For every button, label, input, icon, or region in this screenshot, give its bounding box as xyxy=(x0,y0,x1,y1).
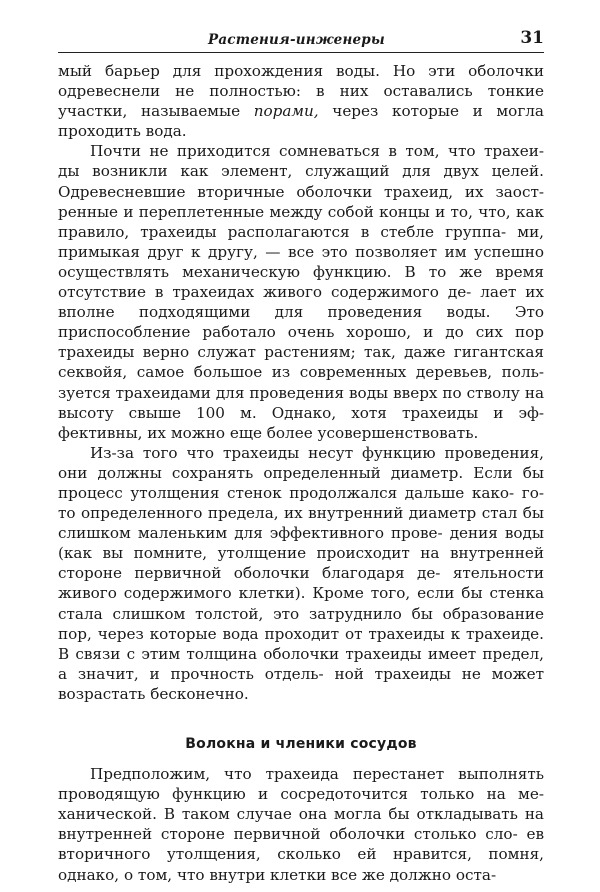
text-line: секвойя, самое большое из современных деревьев, поль- xyxy=(58,363,544,382)
text-line: ев вторичного утолщения, сколько ей нравится, помня, xyxy=(58,825,544,864)
text-line: стал бы слишком маленьким для эффективного прове- xyxy=(58,504,545,543)
running-title: Растения-инженеры xyxy=(208,32,385,48)
text-line: мый барьер для прохождения воды. Но эти оболочки xyxy=(58,62,544,80)
text-line: ханической. В таком случае она могла бы откладывать xyxy=(58,805,518,824)
text-line: как правило, трахеиды располагаются в стебле группа- xyxy=(58,202,544,241)
paragraph-4 xyxy=(58,764,544,885)
running-header xyxy=(58,28,544,53)
text-line: успешно осуществлять механическую функцию. В то же xyxy=(58,242,544,281)
text-line: приспособление работало очень хорошо, и до сих пор xyxy=(58,323,544,342)
body-text xyxy=(58,61,544,885)
text-line: ной трахеиды не может возрастать бесконечно. xyxy=(58,664,544,703)
text-line: Одревесневшие вторичные оболочки трахеид, их заост- xyxy=(58,182,544,201)
book-page xyxy=(58,28,544,885)
text-line: ренные и переплетенные между собой концы и то, что, xyxy=(58,202,511,221)
text-line: лает их вполне подходящими для проведения воды. Это xyxy=(58,283,544,322)
text-line: ми, примыкая друг к другу, — все это позволяет им xyxy=(58,222,545,261)
text-line: они должны сохранять определенный диаметр. Если бы xyxy=(58,463,544,482)
text-line: трахеиды верно служат растениям; так, даже гигантская xyxy=(58,343,544,362)
text-line: зуется трахеидами для проведения воды вверх по стволу xyxy=(58,383,520,402)
text-line: проходить вода. xyxy=(58,122,187,141)
page-number: 31 xyxy=(520,28,544,48)
paragraph-2 xyxy=(58,141,544,442)
text-line: если бы стенка стала слишком толстой, это затруднило xyxy=(58,584,545,623)
text-line: одревеснели не полностью: в них оставались тонкие xyxy=(58,82,544,101)
text-line: на высоту свыше 100 м. Однако, хотя трахеиды и эф- xyxy=(58,383,545,422)
text-line: фективны, их можно еще более усовершенствовать. xyxy=(58,423,479,442)
text-line: через которые и могла xyxy=(318,102,544,121)
emphasized-term: порами, xyxy=(253,102,319,121)
text-line: трахеиды к трахеиде. В связи с этим толщина оболочки xyxy=(58,624,544,663)
paragraph-1 xyxy=(58,61,544,141)
text-line: участки, называемые xyxy=(58,102,254,121)
section-heading: Волокна и членики сосудов xyxy=(185,736,417,752)
text-line: ятельности живого содержимого клетки). Кроме того, xyxy=(58,564,545,603)
text-line: го-то определенного предела, их внутренний диаметр xyxy=(58,483,544,523)
text-line: ды возникли как элемент, служащий для двух целей. xyxy=(58,162,544,181)
paragraph-3 xyxy=(58,443,544,704)
text-line: Почти не приходится сомневаться в том, что трахеи- xyxy=(90,142,544,161)
text-line: дения воды (как вы помните, утолщение происходит на xyxy=(58,524,544,563)
text-line: время отсутствие в трахеидах живого содержимого де- xyxy=(58,262,545,302)
text-line: внутренней стороне первичной оболочки благодаря де- xyxy=(58,544,545,583)
text-line: бы образование пор, через которые вода проходит от xyxy=(58,604,545,643)
text-line: трахеиды имеет предел, а значит, и прочность отдель- xyxy=(58,644,545,683)
text-line: Предположим, что трахеида перестанет выполнять xyxy=(90,765,544,784)
text-line: однако, о том, что внутри клетки все же должно оста- xyxy=(58,865,497,884)
text-line: проводящую функцию и сосредоточится только на ме- xyxy=(58,785,544,804)
text-line: Из-за того что трахеиды несут функцию проведения, xyxy=(90,443,544,462)
text-line: на внутренней стороне первичной оболочки столько сло- xyxy=(58,805,544,844)
text-line: процесс утолщения стенок продолжался дальше како- xyxy=(58,483,515,502)
